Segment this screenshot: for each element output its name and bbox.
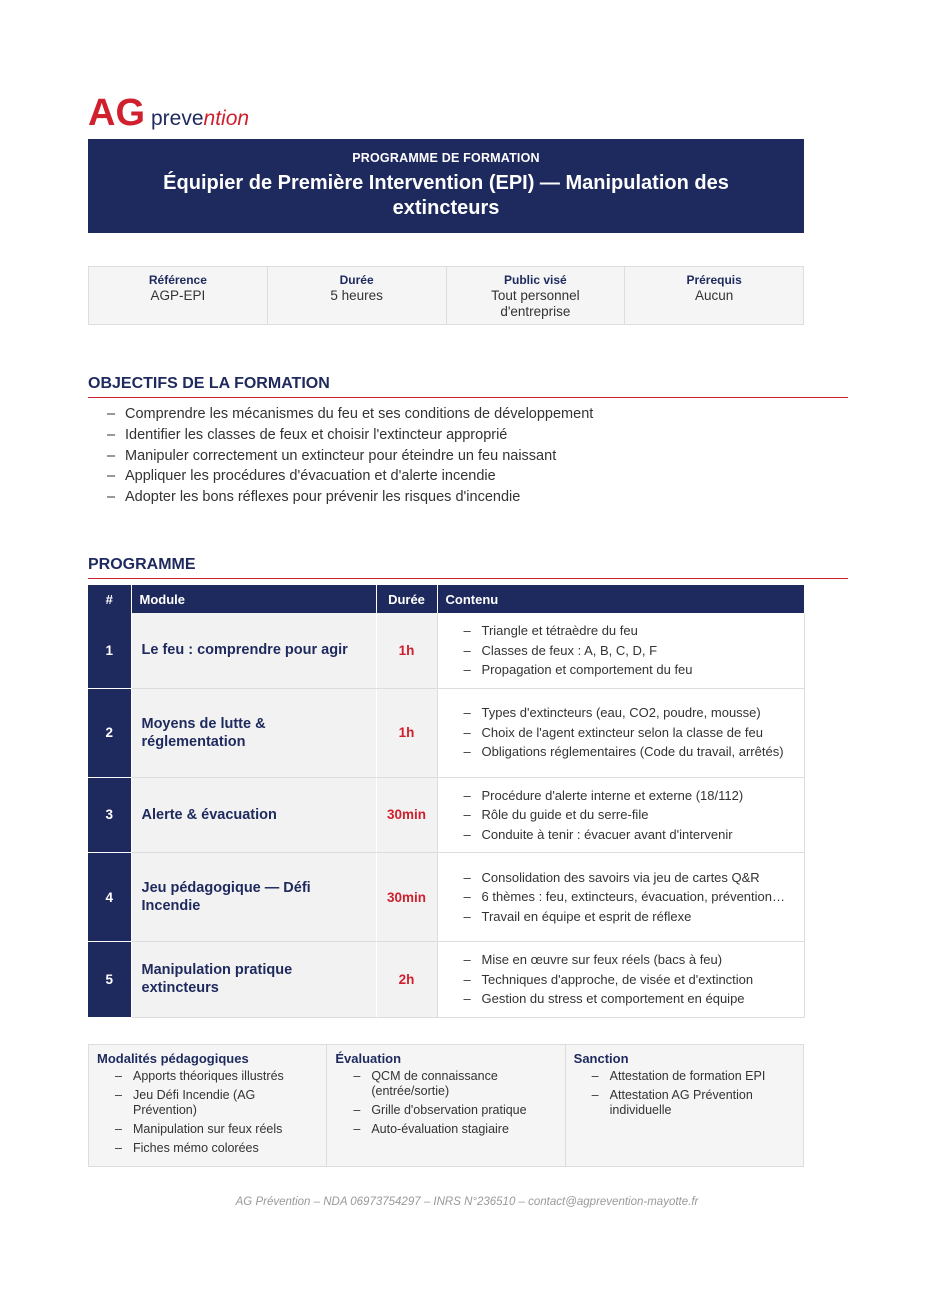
list-item: – Manipulation sur feux réels <box>115 1122 318 1137</box>
module-name: Manipulation pratique extincteurs <box>131 942 376 1018</box>
list-item: – Travail en équipe et esprit de réflexe <box>464 909 796 925</box>
module-duration: 1h <box>376 613 437 688</box>
table-row <box>88 942 804 1018</box>
table-row <box>88 688 804 777</box>
info-duration <box>268 267 447 324</box>
list-item: – Choix de l'agent extincteur selon la classe de feu <box>464 725 796 741</box>
info-label: Durée <box>339 273 374 287</box>
module-content <box>437 942 804 1018</box>
list-item: – Adopter les bons réflexes pour prévenir les risques d'incendie <box>107 487 807 508</box>
header-module: Module <box>131 585 376 613</box>
modalities-box <box>88 1044 804 1167</box>
list-item: – Identifier les classes de feux et choisir l'extincteur approprié <box>107 425 807 446</box>
info-label: Prérequis <box>686 273 742 287</box>
list-item: – Conduite à tenir : évacuer avant d'intervenir <box>464 827 796 843</box>
info-label: Public visé <box>504 273 567 287</box>
list-item: – Attestation de formation EPI <box>592 1069 795 1084</box>
modalities-heading: Évaluation <box>335 1051 402 1066</box>
header-num: # <box>88 585 131 613</box>
module-number: 1 <box>88 613 131 688</box>
module-name: Alerte & évacuation <box>131 777 376 853</box>
modalities-sanction <box>566 1045 803 1166</box>
module-duration: 1h <box>376 688 437 777</box>
list-item: – Appliquer les procédures d'évacuation et d'alerte incendie <box>107 466 807 487</box>
list-item: – Techniques d'approche, de visée et d'extinction <box>464 972 796 988</box>
info-reference <box>89 267 268 324</box>
info-prerequisites <box>625 267 803 324</box>
list-item: – QCM de connaissance (entrée/sortie) <box>353 1069 556 1099</box>
module-content <box>437 613 804 688</box>
logo-ag: AG <box>88 92 145 134</box>
objectives-heading: OBJECTIFS DE LA FORMATION <box>88 375 848 398</box>
list-item: – Grille d'observation pratique <box>353 1103 556 1118</box>
module-duration: 30min <box>376 777 437 853</box>
table-row <box>88 613 804 688</box>
table-row <box>88 777 804 853</box>
page-footer: AG Prévention – NDA 06973754297 – INRS N°236510 – contact@agprevention-mayotte.fr <box>235 1196 699 1208</box>
module-duration: 30min <box>376 853 437 942</box>
module-content <box>437 688 804 777</box>
module-name: Le feu : comprendre pour agir <box>131 613 376 688</box>
module-content <box>437 853 804 942</box>
logo-prevention: prevention <box>151 107 250 130</box>
info-value: 5 heures <box>330 288 383 303</box>
list-item: – Rôle du guide et du serre-file <box>464 807 796 823</box>
programme-table <box>88 585 805 1018</box>
list-item: – 6 thèmes : feu, extincteurs, évacuation, prévention… <box>464 889 796 905</box>
table-header-row <box>88 585 804 613</box>
module-number: 2 <box>88 688 131 777</box>
list-item: – Fiches mémo colorées <box>115 1141 318 1156</box>
list-item: – Apports théoriques illustrés <box>115 1069 318 1084</box>
list-item: – Obligations réglementaires (Code du travail, arrêtés) <box>464 744 796 760</box>
list-item: – Mise en œuvre sur feux réels (bacs à feu) <box>464 952 796 968</box>
module-duration: 2h <box>376 942 437 1018</box>
objectives-list <box>107 404 807 508</box>
list-item: – Manipuler correctement un extincteur pour éteindre un feu naissant <box>107 446 807 467</box>
list-item: – Procédure d'alerte interne et externe (18/112) <box>464 788 796 804</box>
programme-heading: PROGRAMME <box>88 556 848 579</box>
module-number: 4 <box>88 853 131 942</box>
title-banner <box>88 139 804 233</box>
header-content: Contenu <box>437 585 804 613</box>
list-item: – Comprendre les mécanismes du feu et ses conditions de développement <box>107 404 807 425</box>
list-item: – Attestation AG Prévention individuelle <box>592 1088 795 1118</box>
list-item: – Auto-évaluation stagiaire <box>353 1122 556 1137</box>
header-duration: Durée <box>376 585 437 613</box>
info-value: Aucun <box>694 288 734 303</box>
table-row <box>88 853 804 942</box>
list-item: – Triangle et tétraèdre du feu <box>464 623 796 639</box>
modalities-evaluation <box>327 1045 565 1166</box>
info-audience <box>447 267 626 324</box>
list-item: – Gestion du stress et comportement en équipe <box>464 991 796 1007</box>
list-item: – Classes de feux : A, B, C, D, F <box>464 643 796 659</box>
modalities-heading: Sanction <box>573 1051 629 1066</box>
module-content <box>437 777 804 853</box>
list-item: – Propagation et comportement du feu <box>464 662 796 678</box>
company-logo <box>88 92 249 134</box>
list-item: – Types d'extincteurs (eau, CO2, poudre, mousse) <box>464 705 796 721</box>
module-number: 3 <box>88 777 131 853</box>
page-title: Équipier de Première Intervention (EPI) — Manipulation des extincteurs <box>163 172 729 219</box>
info-value: AGP-EPI <box>150 288 206 303</box>
module-number: 5 <box>88 942 131 1018</box>
info-bar <box>88 266 804 325</box>
list-item: – Consolidation des savoirs via jeu de cartes Q&R <box>464 870 796 886</box>
info-label: Référence <box>148 273 207 287</box>
banner-kicker: PROGRAMME DE FORMATION <box>352 151 540 165</box>
modalities-heading: Modalités pédagogiques <box>97 1051 249 1066</box>
list-item: – Jeu Défi Incendie (AG Prévention) <box>115 1088 318 1118</box>
info-value: Tout personnel d'entreprise <box>491 288 580 319</box>
module-name: Moyens de lutte & réglementation <box>131 688 376 777</box>
modalities-pedagogy <box>89 1045 327 1166</box>
module-name: Jeu pédagogique — Défi Incendie <box>131 853 376 942</box>
